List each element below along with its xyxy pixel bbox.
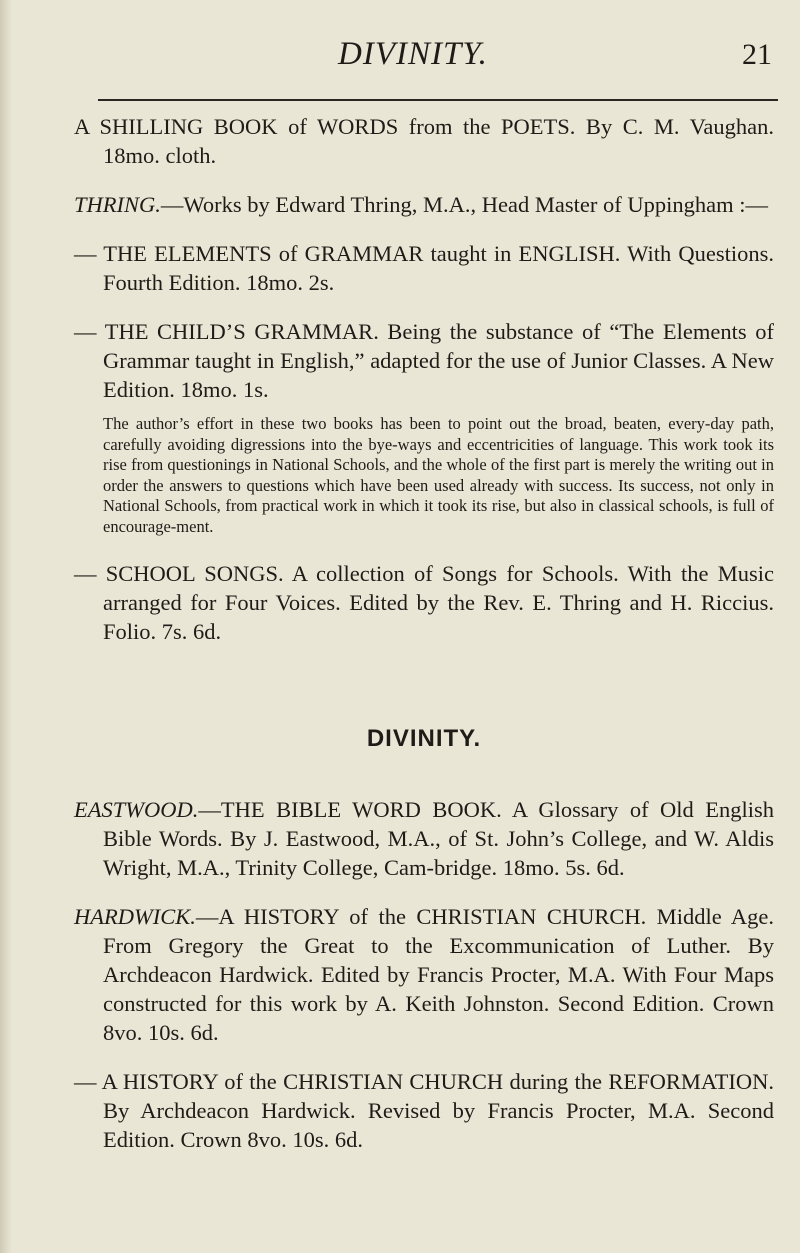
page-number: 21 bbox=[742, 38, 772, 71]
entry-text-thring: —Works by Edward Thring, M.A., Head Master of Uppingham :— bbox=[160, 192, 768, 217]
entry-lead-hardwick: HARDWICK. bbox=[74, 904, 196, 929]
page-left-edge bbox=[0, 0, 12, 1253]
entry-reformation: — A HISTORY of the CHRISTIAN CHURCH during the REFORMATION. By Archdeacon Hardwick. Revised by Francis Procter, M.A. Second Edition. Crown 8vo. 10s. 6d. bbox=[74, 1069, 774, 1152]
running-head-title: DIVINITY. bbox=[338, 36, 488, 72]
entry-vaughan: A SHILLING BOOK of WORDS from the POETS. By C. M. Vaughan. 18mo. cloth. bbox=[74, 114, 774, 168]
entry-text-hardwick: —A HISTORY of the CHRISTIAN CHURCH. Middle Age. From Gregory the Great to the Excommunication of Luther. By Archdeacon Hardwick. Edited by Francis Procter, M.A. With Four Maps constructed for this work by A. Keith Johnston. Second Edition. Crown 8vo. 10s. 6d. bbox=[103, 904, 774, 1045]
header-rule bbox=[98, 99, 778, 101]
entry-lead-eastwood: EASTWOOD. bbox=[74, 797, 199, 822]
page-body bbox=[74, 112, 774, 1174]
running-head bbox=[0, 36, 800, 76]
entry-childs-grammar: — THE CHILD’S GRAMMAR. Being the substance of “The Elements of Grammar taught in English,” adapted for the use of Junior Classes. A New Edition. 18mo. 1s. bbox=[74, 319, 774, 402]
section-heading-divinity: DIVINITY. bbox=[366, 725, 482, 752]
entry-text-eastwood: —THE BIBLE WORD BOOK. A Glossary of Old English Bible Words. By J. Eastwood, M.A., of St. John’s College, and W. Aldis Wright, M.A., Trinity College, Cam-bridge. 18mo. 5s. 6d. bbox=[103, 797, 774, 880]
entry-hardwick bbox=[74, 902, 774, 1047]
author-note: The author’s effort in these two books has been to point out the broad, beaten, every-day path, carefully avoiding digressions into the bye-ways and eccentricities of language. This work took its rise from questionings in National Schools, and the whole of the first part is merely the writing out in order the answers to questions which have been used already with success. Its success, not only in National Schools, from practical work in which it took its rise, but also in classical schools, is full of encourage-ment. bbox=[103, 414, 774, 536]
entry-lead-thring: THRING. bbox=[74, 192, 161, 217]
entry-eastwood bbox=[74, 795, 774, 882]
entry-elements-of-grammar: — THE ELEMENTS of GRAMMAR taught in ENGLISH. With Questions. Fourth Edition. 18mo. 2s. bbox=[74, 241, 774, 295]
entry-thring bbox=[74, 190, 774, 219]
entry-school-songs: — SCHOOL SONGS. A collection of Songs for Schools. With the Music arranged for Four Voices. Edited by the Rev. E. Thring and H. Riccius. Folio. 7s. 6d. bbox=[74, 561, 774, 644]
